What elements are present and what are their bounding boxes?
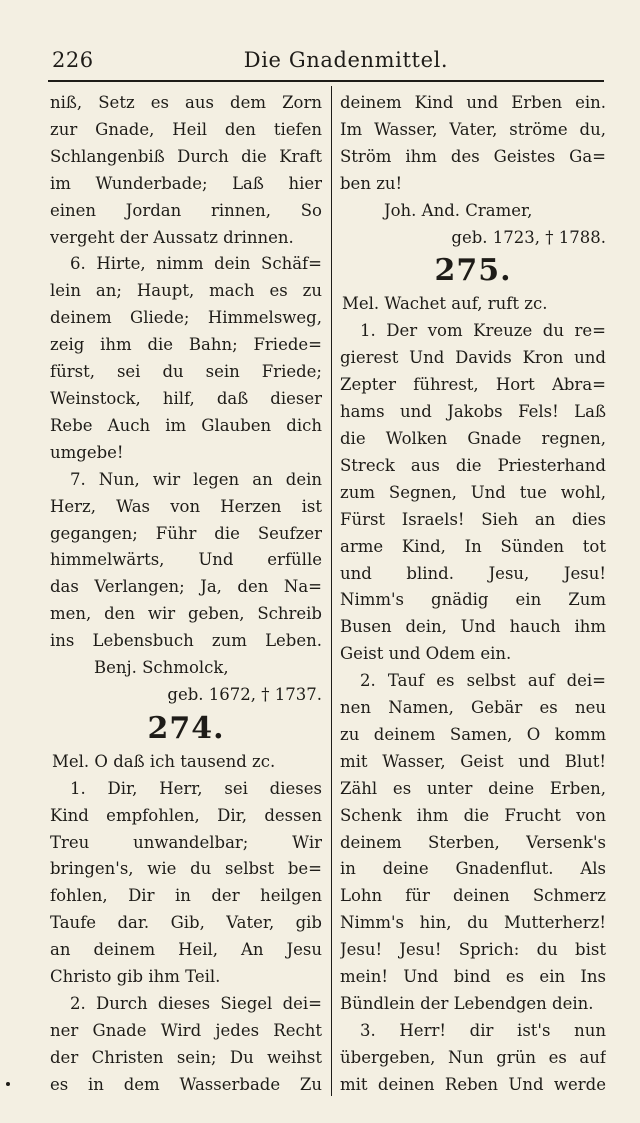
- text-line: deinem Sterben, Versenk's: [340, 832, 606, 852]
- text-line: Fürst Israels! Sieh an dies: [340, 509, 606, 529]
- text-line: Schlangenbiß Durch die Kraft: [50, 146, 322, 166]
- text-line: Nimm's hin, du Mutterherz!: [340, 913, 606, 933]
- text-line: vergeht der Aussatz drinnen.: [50, 227, 294, 247]
- text-line: das Verlangen; Ja, den Na=: [50, 577, 322, 597]
- text-line: Zähl es unter deine Erben,: [340, 778, 606, 798]
- text-line: hams und Jakobs Fels! Laß: [340, 402, 606, 422]
- verse-start-line: 2. Durch dieses Siegel dei=: [70, 994, 322, 1013]
- author-dates: geb. 1672, † 1737.: [167, 684, 322, 704]
- text-line: die Wolken Gnade regnen,: [340, 428, 606, 448]
- text-line: men, den wir geben, Schreib: [50, 604, 322, 624]
- verse-start-line: 1. Dir, Herr, sei dieses: [70, 778, 322, 798]
- verse-start-line: 6. Hirte, nimm dein Schäf=: [70, 254, 322, 274]
- text-line: Rebe Auch im Glauben dich: [50, 415, 322, 435]
- text-line: und blind. Jesu, Jesu!: [340, 563, 606, 583]
- author-name: Joh. And. Cramer,: [384, 200, 533, 220]
- text-line: Treu unwandelbar; Wir: [50, 832, 322, 852]
- text-line: mit deinen Reben Und werde: [340, 1074, 606, 1094]
- text-line: an deinem Heil, An Jesu: [50, 940, 322, 960]
- author-name: Benj. Schmolck,: [94, 658, 229, 678]
- text-line: deinem Gliede; Himmelsweg,: [50, 308, 322, 328]
- text-line: Weinstock, hilf, daß dieser: [50, 388, 322, 408]
- text-line: übergeben, Nun grün es auf: [340, 1047, 606, 1067]
- text-line: in deine Gnadenflut. Als: [340, 859, 606, 879]
- text-line: lein an; Haupt, mach es zu: [50, 281, 322, 301]
- text-line: bringen's, wie du selbst be=: [50, 859, 322, 879]
- text-line: mit Wasser, Geist und Blut!: [340, 751, 606, 771]
- text-line: fohlen, Dir in der heilgen: [50, 886, 322, 906]
- verse-start-line: 7. Nun, wir legen an dein: [70, 469, 322, 489]
- hymn-number: 274.: [147, 710, 225, 746]
- melody-line: Mel. O daß ich tausend zc.: [52, 751, 276, 771]
- text-line: zum Segnen, Und tue wohl,: [340, 482, 606, 502]
- right-column: [340, 90, 606, 1099]
- text-line: ben zu!: [340, 173, 403, 193]
- text-line: Zepter führest, Hort Abra=: [340, 375, 606, 395]
- hymn-number: 275.: [434, 253, 512, 289]
- text-line: Herz, Was von Herzen ist: [50, 496, 322, 516]
- text-line: im Wunderbade; Laß hier: [50, 173, 322, 193]
- text-line: Jesu! Jesu! Sprich: du bist: [340, 940, 606, 960]
- text-line: niß, Setz es aus dem Zorn: [50, 93, 322, 112]
- verse-start-line: 2. Tauf es selbst auf dei=: [360, 671, 606, 691]
- text-line: es in dem Wasserbade Zu: [50, 1074, 322, 1094]
- text-line: Kind empfohlen, Dir, dessen: [50, 805, 322, 825]
- text-line: der Christen sein; Du weihst: [50, 1047, 322, 1067]
- text-line: arme Kind, In Sünden tot: [340, 536, 606, 556]
- text-line: zur Gnade, Heil den tiefen: [50, 119, 322, 139]
- header-rule: [48, 80, 604, 82]
- author-dates: geb. 1723, † 1788.: [451, 227, 606, 247]
- left-column: [50, 90, 322, 1099]
- text-line: gegangen; Führ die Seufzer: [50, 523, 322, 543]
- verse-start-line: 3. Herr! dir ist's nun: [360, 1020, 606, 1040]
- text-line: ner Gnade Wird jedes Recht: [50, 1020, 322, 1040]
- text-line: Streck aus die Priesterhand: [340, 455, 606, 475]
- text-line: umgebe!: [50, 442, 124, 462]
- text-line: ins Lebensbuch zum Leben.: [50, 631, 322, 651]
- text-line: Lohn für deinen Schmerz: [340, 886, 606, 906]
- text-line: Schenk ihm die Frucht von: [340, 805, 606, 825]
- running-title: Die Gnadenmittel.: [243, 48, 449, 72]
- page-number: 226: [52, 48, 94, 72]
- text-line: zu deinem Samen, O komm: [340, 724, 606, 744]
- text-line: gierest Und Davids Kron und: [340, 348, 606, 368]
- text-line: Geist und Odem ein.: [340, 644, 512, 664]
- text-line: himmelwärts, Und erfülle: [50, 550, 322, 570]
- text-line: mein! Und bind es ein Ins: [340, 967, 606, 987]
- text-line: einen Jordan rinnen, So: [50, 200, 322, 220]
- text-line: Busen dein, Und hauch ihm: [340, 617, 606, 637]
- text-line: Nimm's gnädig ein Zum: [340, 590, 606, 610]
- text-line: nen Namen, Gebär es neu: [340, 698, 606, 718]
- text-line: deinem Kind und Erben ein.: [340, 93, 606, 112]
- text-line: fürst, sei du sein Friede;: [50, 362, 322, 382]
- text-line: Im Wasser, Vater, ströme du,: [340, 119, 606, 139]
- page-header: [48, 44, 604, 78]
- text-line: Taufe dar. Gib, Vater, gib: [50, 913, 322, 933]
- text-line: Christo gib ihm Teil.: [50, 967, 221, 987]
- verse-start-line: 1. Der vom Kreuze du re=: [360, 321, 606, 341]
- margin-dot: [6, 1082, 10, 1086]
- text-line: zeig ihm die Bahn; Friede=: [50, 335, 322, 355]
- column-divider: [331, 86, 332, 1096]
- text-line: Bündlein der Lebendgen dein.: [340, 994, 594, 1013]
- text-line: Ström ihm des Geistes Ga=: [340, 146, 606, 166]
- melody-line: Mel. Wachet auf, ruft zc.: [342, 294, 548, 314]
